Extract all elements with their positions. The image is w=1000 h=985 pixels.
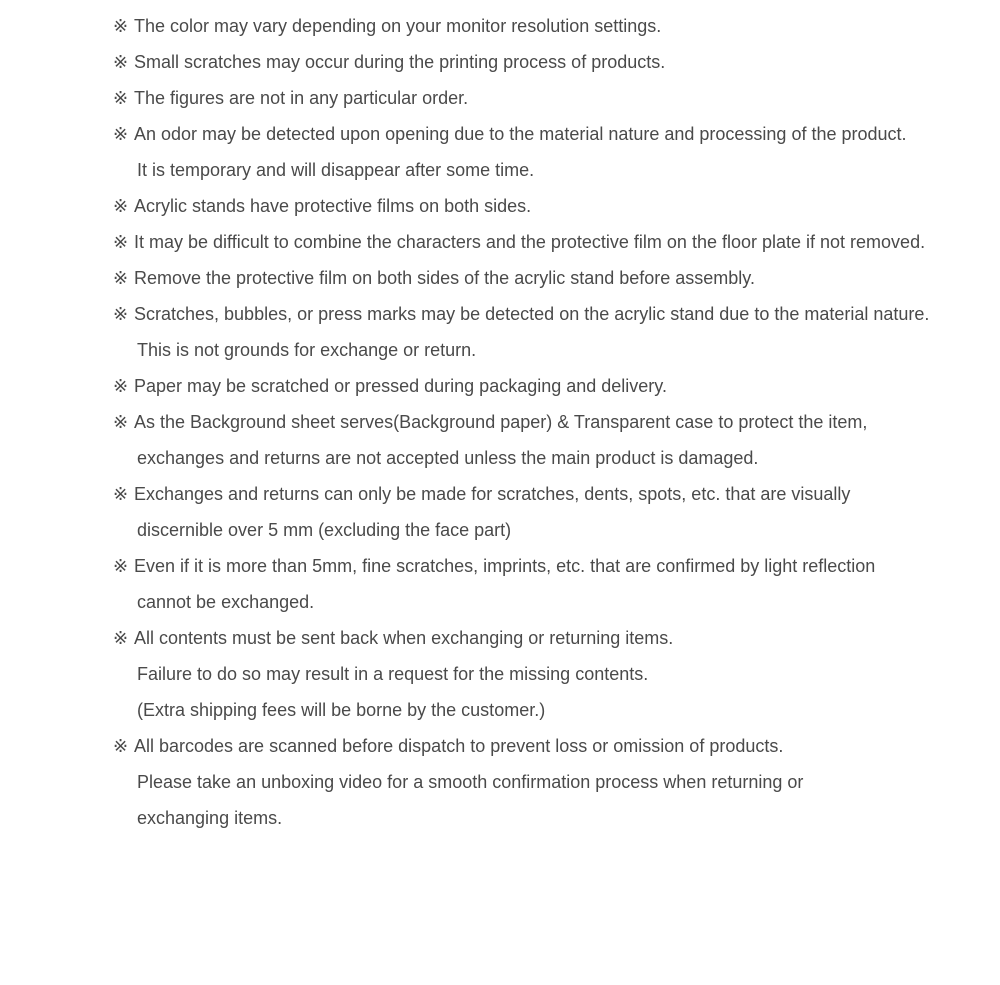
reference-mark-icon: ※ bbox=[113, 736, 129, 756]
notice-line bbox=[113, 476, 1000, 512]
notice-text: All contents must be sent back when exchanging or returning items. bbox=[134, 628, 674, 648]
reference-mark-icon: ※ bbox=[113, 232, 129, 252]
notice-item bbox=[113, 8, 1000, 44]
notice-line-continuation: cannot be exchanged. bbox=[137, 592, 315, 612]
notice-line-continuation: This is not grounds for exchange or return. bbox=[137, 340, 477, 360]
notice-line-continuation: exchanges and returns are not accepted unless the main product is damaged. bbox=[137, 448, 759, 468]
notice-text: Remove the protective film on both sides of the acrylic stand before assembly. bbox=[134, 268, 755, 288]
notice-line bbox=[113, 260, 1000, 296]
notice-line bbox=[113, 44, 1000, 80]
notice-text: All barcodes are scanned before dispatch to prevent loss or omission of products. bbox=[134, 736, 784, 756]
notice-item bbox=[113, 368, 1000, 404]
reference-mark-icon: ※ bbox=[113, 376, 129, 396]
reference-mark-icon: ※ bbox=[113, 556, 129, 576]
notice-item bbox=[113, 188, 1000, 224]
reference-mark-icon: ※ bbox=[113, 124, 129, 144]
notice-line bbox=[113, 548, 1000, 584]
notice-line-continuation: exchanging items. bbox=[137, 808, 283, 828]
notice-item bbox=[113, 728, 1000, 836]
notice-text: Exchanges and returns can only be made for scratches, dents, spots, etc. that are visually bbox=[134, 484, 851, 504]
reference-mark-icon: ※ bbox=[113, 88, 129, 108]
notice-line bbox=[113, 296, 1000, 332]
notice-line bbox=[113, 116, 1000, 152]
reference-mark-icon: ※ bbox=[113, 484, 129, 504]
notice-line-continuation: Please take an unboxing video for a smooth confirmation process when returning or bbox=[137, 772, 804, 792]
notice-line bbox=[113, 728, 1000, 764]
reference-mark-icon: ※ bbox=[113, 268, 129, 288]
notice-item bbox=[113, 116, 1000, 188]
notice-line-continuation: It is temporary and will disappear after some time. bbox=[137, 160, 535, 180]
reference-mark-icon: ※ bbox=[113, 196, 129, 216]
notice-text: As the Background sheet serves(Background paper) & Transparent case to protect the item, bbox=[134, 412, 868, 432]
reference-mark-icon: ※ bbox=[113, 52, 129, 72]
notice-text: Acrylic stands have protective films on both sides. bbox=[134, 196, 532, 216]
notice-item bbox=[113, 620, 1000, 728]
notice-item bbox=[113, 296, 1000, 368]
notice-line bbox=[113, 404, 1000, 440]
notice-text: It may be difficult to combine the characters and the protective film on the floor plate if not removed. bbox=[134, 232, 926, 252]
notice-line-continuation: discernible over 5 mm (excluding the face part) bbox=[137, 520, 512, 540]
notice-text: Scratches, bubbles, or press marks may be detected on the acrylic stand due to the material nature. bbox=[134, 304, 930, 324]
notice-line bbox=[113, 368, 1000, 404]
notice-text: An odor may be detected upon opening due to the material nature and processing of the product. bbox=[134, 124, 907, 144]
notice-line bbox=[113, 620, 1000, 656]
notice-line-continuation: Failure to do so may result in a request for the missing contents. bbox=[137, 664, 649, 684]
notice-item bbox=[113, 260, 1000, 296]
notice-line bbox=[113, 80, 1000, 116]
notice-line-continuation: (Extra shipping fees will be borne by the customer.) bbox=[137, 700, 546, 720]
reference-mark-icon: ※ bbox=[113, 304, 129, 324]
notice-item bbox=[113, 80, 1000, 116]
notice-text: Paper may be scratched or pressed during packaging and delivery. bbox=[134, 376, 667, 396]
notice-item bbox=[113, 404, 1000, 476]
notice-line bbox=[113, 8, 1000, 44]
reference-mark-icon: ※ bbox=[113, 628, 129, 648]
notice-line bbox=[113, 188, 1000, 224]
notice-text: The color may vary depending on your monitor resolution settings. bbox=[134, 16, 662, 36]
notice-text: Even if it is more than 5mm, fine scratches, imprints, etc. that are confirmed by light reflection bbox=[134, 556, 876, 576]
notice-item bbox=[113, 548, 1000, 620]
reference-mark-icon: ※ bbox=[113, 16, 129, 36]
notice-text: The figures are not in any particular order. bbox=[134, 88, 469, 108]
notice-item bbox=[113, 44, 1000, 80]
reference-mark-icon: ※ bbox=[113, 412, 129, 432]
notice-item bbox=[113, 476, 1000, 548]
notice-text: Small scratches may occur during the printing process of products. bbox=[134, 52, 666, 72]
notice-line bbox=[113, 224, 1000, 260]
notice-item bbox=[113, 224, 1000, 260]
